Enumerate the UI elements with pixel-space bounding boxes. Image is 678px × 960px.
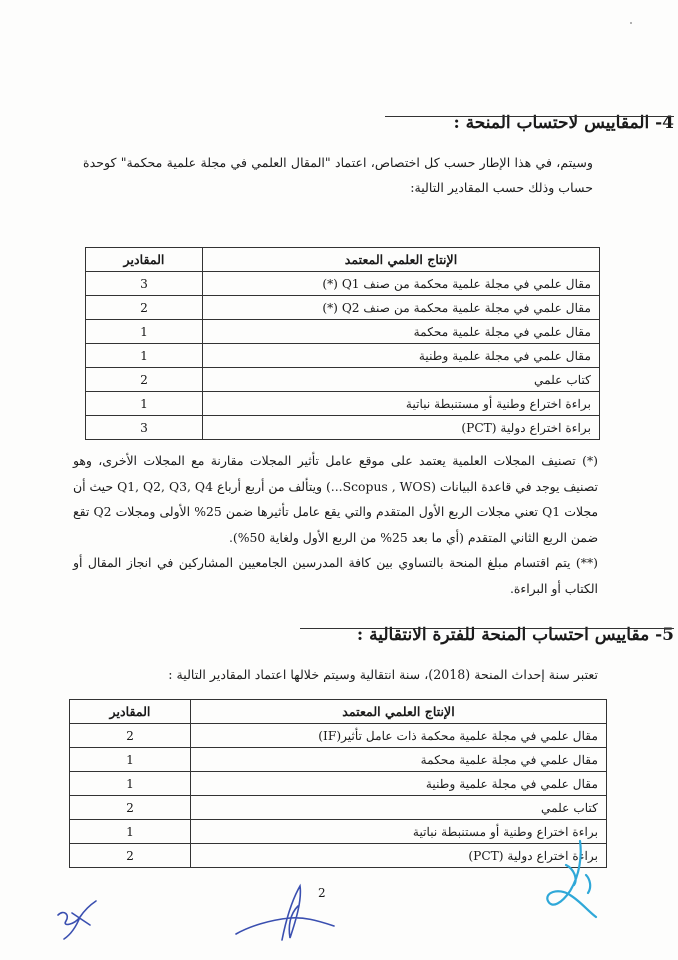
column-header-production: الإنتاج العلمي المعتمد (191, 700, 607, 724)
table-cell-value: 2 (70, 724, 191, 748)
table-row (86, 320, 600, 344)
column-header-value: المقادير (70, 700, 191, 724)
table-row (86, 368, 600, 392)
table-row (70, 796, 607, 820)
table-cell-label: مقال علمي في مجلة علمية محكمة من صنف Q1 (*) (203, 272, 600, 296)
table-cell-label: كتاب علمي (191, 796, 607, 820)
table-row (70, 748, 607, 772)
table-cell-label: براءة اختراع وطنية أو مستنبطة نباتية (203, 392, 600, 416)
footnotes (73, 448, 598, 601)
table-cell-label: مقال علمي في مجلة علمية وطنية (191, 772, 607, 796)
section-5-table (69, 699, 607, 868)
table-cell-label: مقال علمي في مجلة علمية محكمة (191, 748, 607, 772)
scan-speck (630, 22, 632, 24)
table-cell-value: 2 (86, 368, 203, 392)
signature-right (540, 835, 610, 930)
table-cell-value: 1 (70, 820, 191, 844)
column-header-value: المقادير (86, 248, 203, 272)
heading-underline (300, 628, 674, 629)
heading-underline (385, 116, 674, 117)
section-4-heading-text: 4- المقاييس لاحتساب المنحة : (453, 113, 674, 133)
table-cell-label: كتاب علمي (203, 368, 600, 392)
footnote-1: (*) تصنيف المجلات العلمية يعتمد على موقع عامل تأثير المجلات مقارنة مع المجلات الأخرى، وهو تصنيف يوجد في قاعدة البيانات (Scopus , WOS...) ويتألف من أربع أرباع Q1, Q2, Q3, Q4 حيث أن مجلات Q1 تعني مجلات الربع الأول المتقدم والتي يقع عامل تأثيرها ضمن 25% الأولى ومجلات Q2 تقع ضمن الربع الثاني المتقدم (أي ما بعد 25% من الربع الأول ولغاية 50%). (73, 453, 598, 545)
table-cell-label: مقال علمي في مجلة علمية محكمة ذات عامل تأثير(IF) (191, 724, 607, 748)
table-row (70, 820, 607, 844)
section-5-intro: تعتبر سنة إحداث المنحة (2018)، سنة انتقالية وسيتم خلالها اعتماد المقادير التالية : (168, 667, 598, 682)
signature-center (230, 880, 340, 950)
table-cell-value: 1 (86, 344, 203, 368)
table-cell-value: 2 (86, 296, 203, 320)
table-cell-value: 2 (70, 844, 191, 868)
footnote-2: (**) يتم اقتسام مبلغ المنحة بالتساوي بين كافة المدرسين الجامعيين المشاركين في انجاز المقال أو الكتاب أو البراءة. (73, 555, 598, 596)
table-header-row (86, 248, 600, 272)
table-cell-value: 1 (70, 748, 191, 772)
table-cell-value: 1 (70, 772, 191, 796)
column-header-production: الإنتاج العلمي المعتمد (203, 248, 600, 272)
table-row (70, 844, 607, 868)
table-cell-label: براءة اختراع دولية (PCT) (191, 844, 607, 868)
table-row (70, 724, 607, 748)
table-cell-label: مقال علمي في مجلة علمية وطنية (203, 344, 600, 368)
table-cell-value: 3 (86, 416, 203, 440)
table-cell-label: مقال علمي في مجلة علمية محكمة (203, 320, 600, 344)
table-row (86, 416, 600, 440)
table-cell-value: 1 (86, 392, 203, 416)
table-cell-label: مقال علمي في مجلة علمية محكمة من صنف Q2 (*) (203, 296, 600, 320)
section-4-table (85, 247, 600, 440)
section-4-intro: وسيتم، في هذا الإطار حسب كل اختصاص، اعتماد "المقال العلمي في مجلة علمية محكمة" كوحدة حساب وذلك حسب المقادير التالية: (83, 155, 593, 195)
table-cell-label: براءة اختراع دولية (PCT) (203, 416, 600, 440)
table-cell-label: براءة اختراع وطنية أو مستنبطة نباتية (191, 820, 607, 844)
table-row (86, 272, 600, 296)
table-cell-value: 1 (86, 320, 203, 344)
section-5-heading-text: 5- مقاييس احتساب المنحة للفترة الانتقالية : (356, 625, 674, 645)
signature-left (50, 885, 110, 945)
table-cell-value: 2 (70, 796, 191, 820)
table-cell-value: 3 (86, 272, 203, 296)
table-row (86, 344, 600, 368)
table-row (86, 296, 600, 320)
table-row (86, 392, 600, 416)
table-row (70, 772, 607, 796)
table-header-row (70, 700, 607, 724)
page-number: 2 (318, 886, 326, 900)
